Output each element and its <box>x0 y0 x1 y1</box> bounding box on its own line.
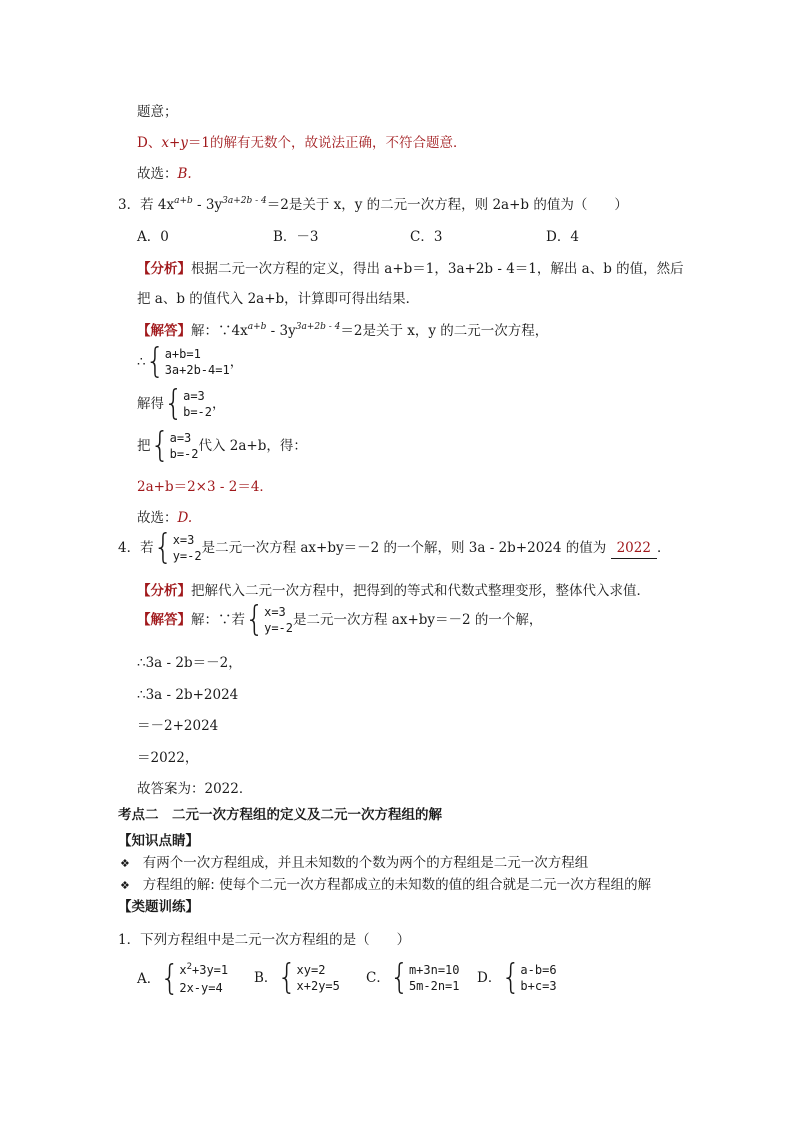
q4-stem: 4．若{ x=3 y=-2 是二元一次方程 ax+by＝－2 的一个解，则 3a - 2b+2024 的值为 2022 ． <box>118 527 671 568</box>
prev-line-1: 题意； <box>137 104 178 120</box>
q1-option-b: B．{ xy=2 x+2y=5 <box>254 957 340 998</box>
brace-icon: { <box>150 425 170 466</box>
knowledge-bullet-2: ❖ 方程组的解: 使每个二元一次方程都成立的未知数的值的组合就是二元一次方程组的解 <box>120 877 652 893</box>
q3-option-d: D．4 <box>546 229 579 245</box>
prev-option-d-line: D、x+y＝1的解有无数个，故说法正确，不符合题意． <box>137 135 467 151</box>
q4-step-1: ∴3a - 2b＝－2， <box>137 655 242 671</box>
q3-option-b: B．－3 <box>273 229 319 245</box>
q3-option-c: C．3 <box>410 229 443 245</box>
q3-system-1: ∴{ a+b=1 3a+2b-4=1 ， <box>137 341 244 382</box>
q3-system-3: 把{ a=3 b=-2 代入 2a+b，得： <box>137 425 307 466</box>
q4-step-2: ∴3a - 2b+2024 <box>137 687 239 703</box>
brace-icon: { <box>153 527 173 568</box>
brace-icon: { <box>160 958 180 999</box>
q3-calculation: 2a+b＝2×3 - 2＝4． <box>137 479 273 495</box>
q1-option-d: D．{ a-b=6 b+c=3 <box>477 957 557 998</box>
q3-analysis-2: 把 a、b 的值代入 2a+b，计算即可得出结果． <box>137 291 420 307</box>
q1-option-a: A．{ $x^2+3y=1$ 2x-y=4 <box>137 958 229 999</box>
q1-stem: 1．下列方程组中是二元一次方程组的是（ ） <box>118 932 411 948</box>
knowledge-heading: 【知识点睛】 <box>118 833 199 849</box>
brace-icon: { <box>164 383 184 424</box>
q3-option-a: A．0 <box>137 229 169 245</box>
brace-icon: { <box>277 957 297 998</box>
q4-step-3: ＝－2+2024 <box>137 718 219 734</box>
q3-stem: 3．若 $4x^{a+b} - 3y^{3a+2b - 4}=2$是关于 x，y 的二元一次方程，则 2a+b 的值为（ ） <box>118 196 628 213</box>
knowledge-bullet-1: ❖ 有两个一次方程组成，并且未知数的个数为两个的方程组是二元一次方程组 <box>120 855 589 871</box>
q1-option-c: C．{ m+3n=10 5m-2n=1 <box>366 957 460 998</box>
q3-analysis-1: 【分析】根据二元一次方程的定义，得出 a+b＝1，3a+2b - 4＝1，解出 a、b 的值，然后 <box>137 261 684 277</box>
q3-system-2: 解得{ a=3 b=-2 ， <box>137 383 226 424</box>
diamond-bullet-icon: ❖ <box>120 879 130 892</box>
brace-icon: { <box>389 957 409 998</box>
practice-heading: 【类题训练】 <box>118 899 199 915</box>
q3-solution-intro: 【解答】解：$\because 4x^{a+b} - 3y^{3a+2b - 4}=2$是关于 x，y 的二元一次方程， <box>137 322 549 339</box>
diamond-bullet-icon: ❖ <box>120 857 130 870</box>
q4-step-4: ＝2022， <box>137 750 199 766</box>
brace-icon: { <box>145 341 165 382</box>
brace-icon: { <box>245 599 265 640</box>
q4-answer: 故答案为：2022． <box>137 781 253 797</box>
q4-solution-intro: 【解答】解：∵若{ x=3 y=-2 是二元一次方程 ax+by＝－2 的一个解， <box>137 599 543 640</box>
q3-answer: 故选：D. <box>137 510 193 526</box>
section-title: 考点二 二元一次方程组的定义及二元一次方程组的解 <box>118 807 442 823</box>
brace-icon: { <box>501 957 521 998</box>
q4-analysis: 【分析】把解代入二元一次方程中，把得到的等式和代数式整理变形，整体代入求值． <box>137 583 650 599</box>
prev-answer: 故选：B. <box>137 166 192 182</box>
q4-answer-blank: 2022 <box>611 538 657 559</box>
